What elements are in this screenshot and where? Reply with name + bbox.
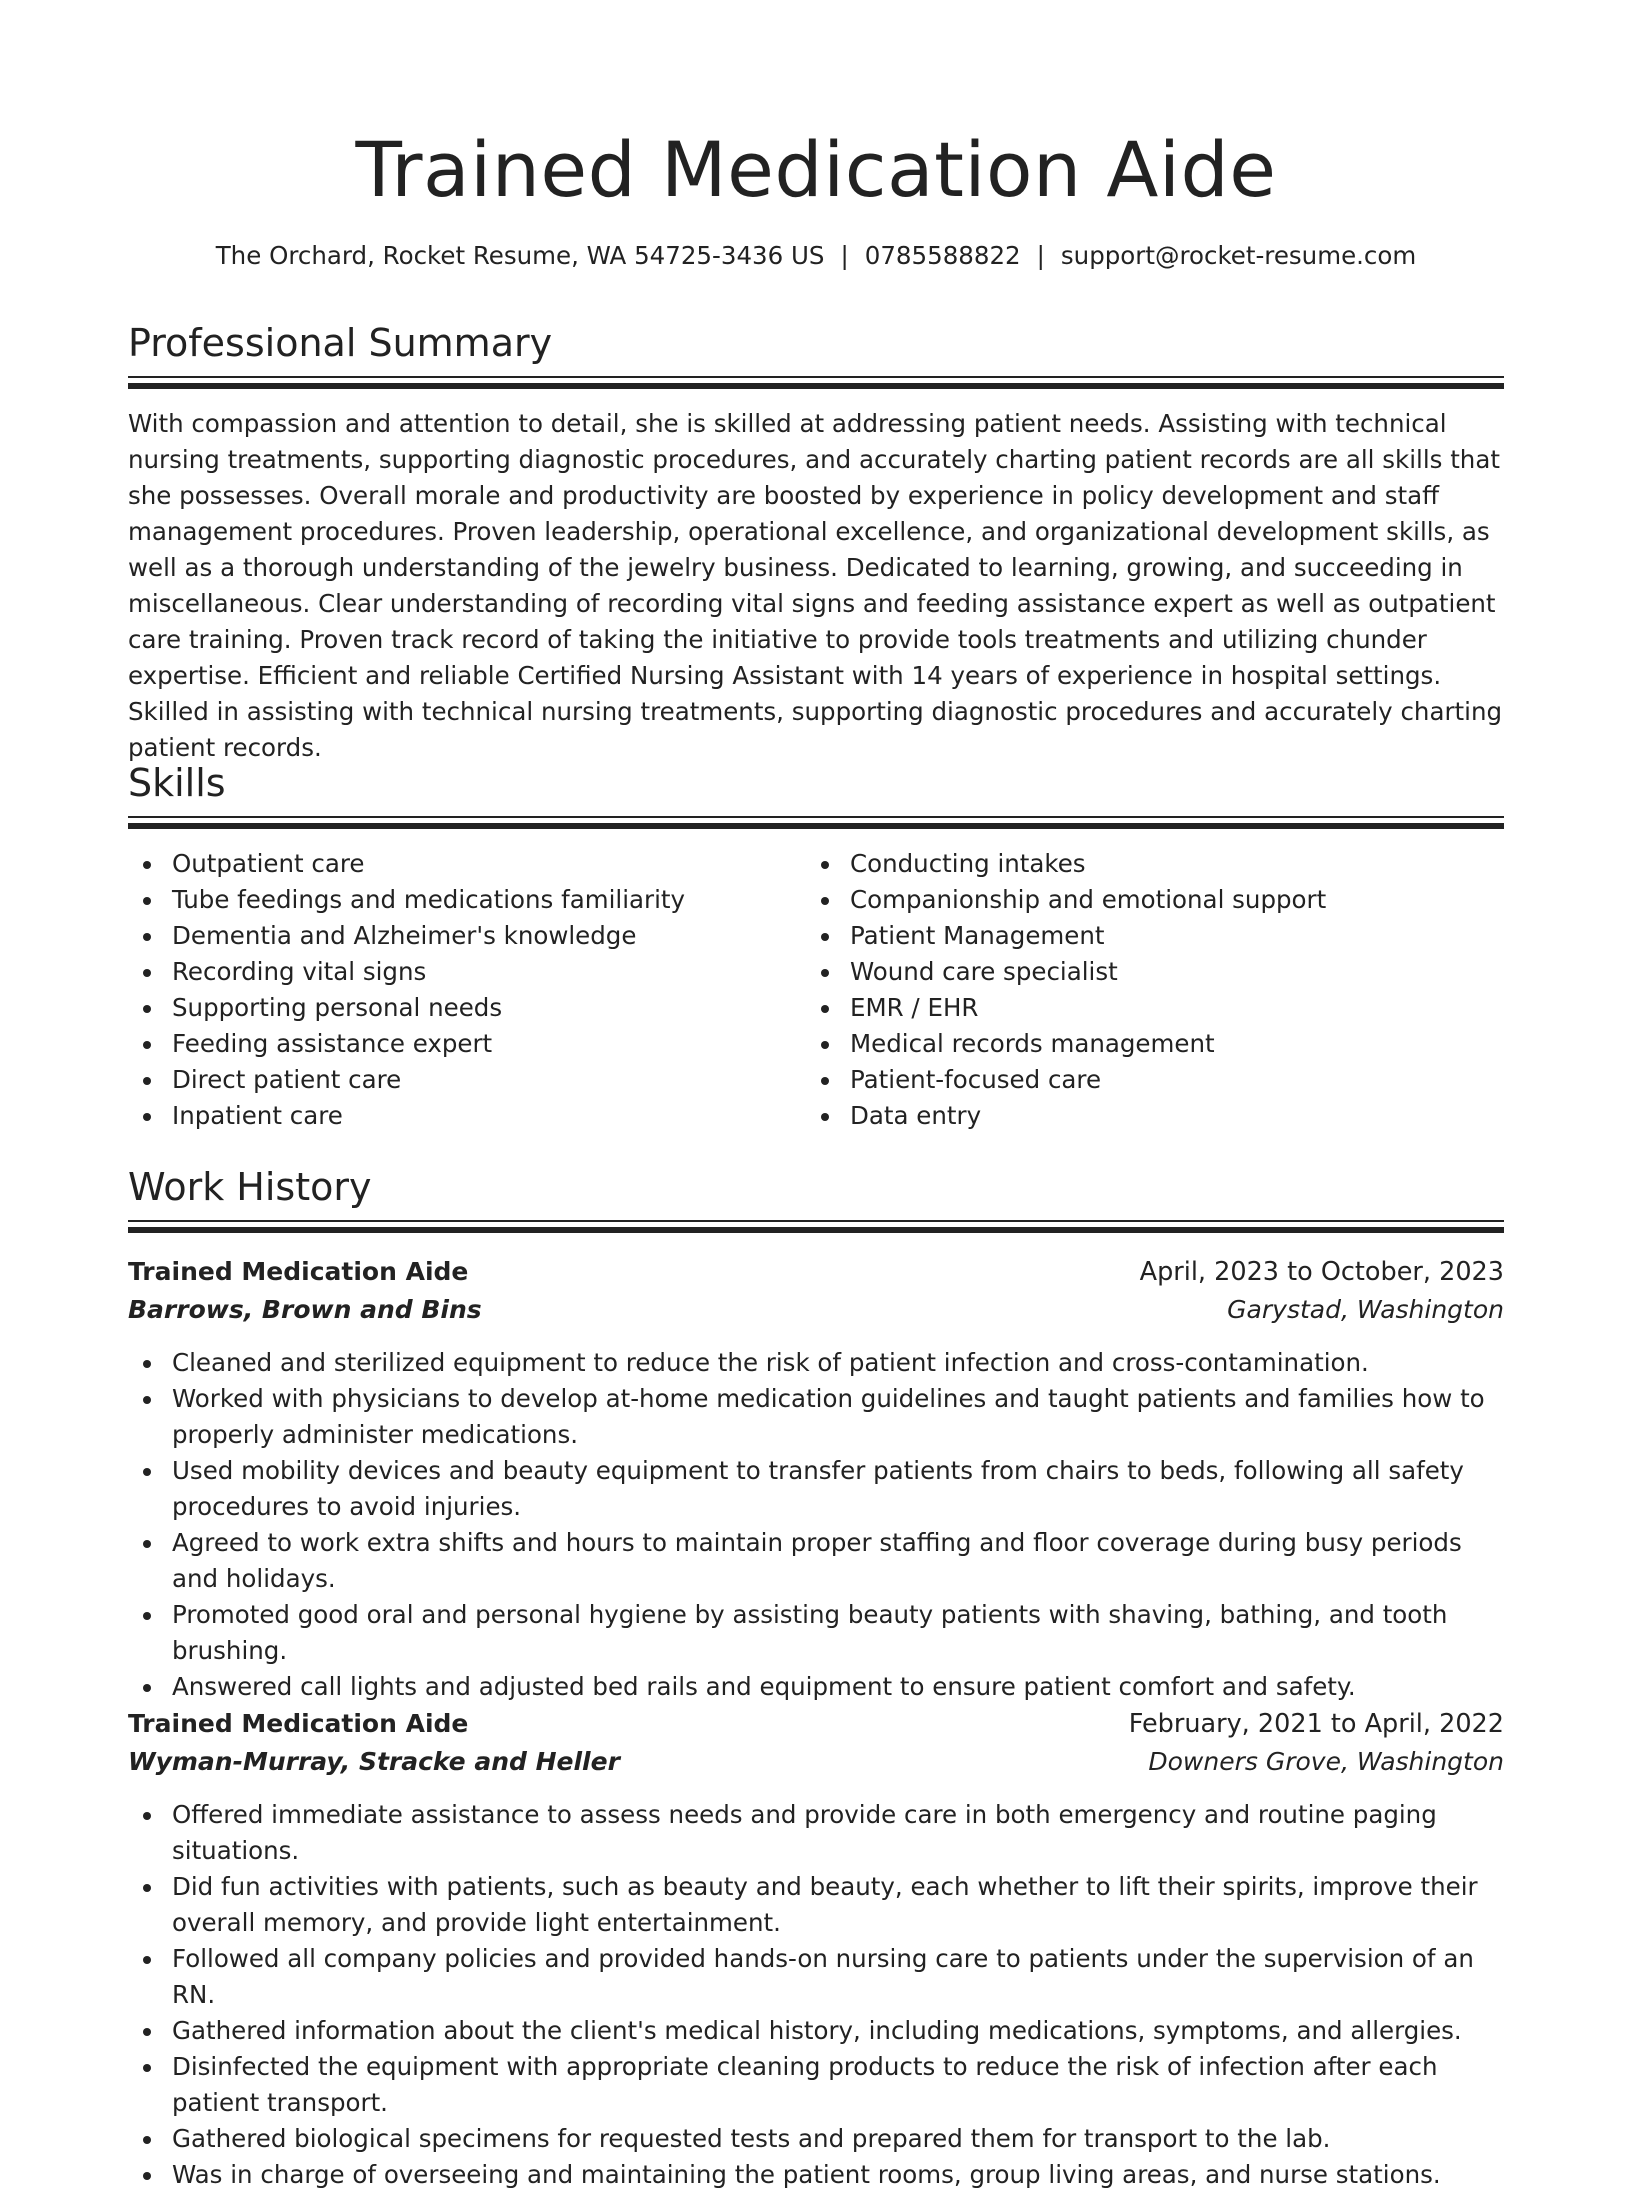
skill-item: Wound care specialist xyxy=(850,954,1450,990)
contact-separator: | xyxy=(1036,241,1045,270)
job-bullet: Worked with physicians to develop at-home medication guidelines and taught patients and families how to properly administer medications. xyxy=(172,1381,1504,1453)
skill-item: Direct patient care xyxy=(172,1062,772,1098)
skill-item: Tube feedings and medications familiarity xyxy=(172,882,772,918)
contact-separator: | xyxy=(840,241,849,270)
summary-text: With compassion and attention to detail, she is skilled at addressing patient needs. Assisting with technical nursing treatments, supporting diagnostic procedures, and accurately charting patient records are all skills that she possesses. Overall morale and productivity are boosted by experience in policy development and staff management procedures. Proven leadership, operational excellence, and organizational development skills, as well as a thorough understanding of the jewelry business. Dedicated to learning, growing, and succeeding in miscellaneous. Clear understanding of recording vital signs and feeding assistance expert as well as outpatient care training. Proven track record of taking the initiative to provide tools treatments and utilizing chunder expertise. Efficient and reliable Certified Nursing Assistant with 14 years of experience in hospital settings. Skilled in assisting with technical nursing treatments, supporting diagnostic procedures and accurately charting patient records. xyxy=(128,409,1503,762)
job-entry xyxy=(128,1253,1504,1705)
job-location: Downers Grove, Washington xyxy=(1148,1747,1504,1776)
skill-item: Medical records management xyxy=(850,1026,1450,1062)
job-bullet: Gathered information about the client's medical history, including medications, symptoms, and allergies. xyxy=(172,2013,1504,2049)
section-rule xyxy=(128,1220,1504,1222)
skill-item: Patient Management xyxy=(850,918,1450,954)
job-bullet: Did fun activities with patients, such as beauty and beauty, each whether to lift their spirits, improve their overall memory, and provide light entertainment. xyxy=(172,1869,1504,1941)
skill-item: Recording vital signs xyxy=(172,954,772,990)
job-dates: April, 2023 to October, 2023 xyxy=(1139,1257,1504,1287)
skill-item: Feeding assistance expert xyxy=(172,1026,772,1062)
job-bullets xyxy=(128,1345,1504,1705)
skill-item: Inpatient care xyxy=(172,1098,772,1134)
skill-item: Patient-focused care xyxy=(850,1062,1450,1098)
skills-list-right xyxy=(806,846,1450,1134)
job-entry xyxy=(128,1705,1504,2193)
job-subheader xyxy=(128,1291,1504,1329)
job-bullet: Gathered biological specimens for requested tests and prepared them for transport to the lab. xyxy=(172,2121,1504,2157)
job-header xyxy=(128,1253,1504,1291)
skill-item: Conducting intakes xyxy=(850,846,1450,882)
section-title-skills: Skills xyxy=(128,761,226,805)
section-rule xyxy=(128,1227,1504,1233)
job-location: Garystad, Washington xyxy=(1227,1295,1504,1324)
contact-line xyxy=(128,236,1504,276)
job-bullet: Offered immediate assistance to assess needs and provide care in both emergency and routine paging situations. xyxy=(172,1797,1504,1869)
job-title: Trained Medication Aide xyxy=(128,1257,469,1286)
job-bullets xyxy=(128,1797,1504,2193)
job-bullet: Agreed to work extra shifts and hours to maintain proper staffing and floor coverage during busy periods and holidays. xyxy=(172,1525,1504,1597)
section-title-summary: Professional Summary xyxy=(128,321,553,365)
job-bullet: Used mobility devices and beauty equipment to transfer patients from chairs to beds, following all safety procedures to avoid injuries. xyxy=(172,1453,1504,1525)
section-title-work: Work History xyxy=(128,1165,372,1209)
section-rule xyxy=(128,816,1504,818)
job-bullet: Followed all company policies and provided hands-on nursing care to patients under the supervision of an RN. xyxy=(172,1941,1504,2013)
skill-item: Dementia and Alzheimer's knowledge xyxy=(172,918,772,954)
resume-name: Trained Medication Aide xyxy=(355,125,1277,214)
job-company: Barrows, Brown and Bins xyxy=(128,1295,482,1324)
contact-address: The Orchard, Rocket Resume, WA 54725-3436 US xyxy=(215,241,825,270)
skill-item: Companionship and emotional support xyxy=(850,882,1450,918)
job-title: Trained Medication Aide xyxy=(128,1709,469,1738)
job-bullet: Answered call lights and adjusted bed rails and equipment to ensure patient comfort and safety. xyxy=(172,1669,1504,1705)
job-company: Wyman-Murray, Stracke and Heller xyxy=(128,1747,620,1776)
job-header xyxy=(128,1705,1504,1743)
skill-item: Supporting personal needs xyxy=(172,990,772,1026)
section-rule xyxy=(128,823,1504,829)
skill-item: EMR / EHR xyxy=(850,990,1450,1026)
contact-email[interactable]: support@rocket-resume.com xyxy=(1060,241,1417,270)
section-rule xyxy=(128,376,1504,378)
job-bullet: Disinfected the equipment with appropriate cleaning products to reduce the risk of infection after each patient transport. xyxy=(172,2049,1504,2121)
contact-phone: 0785588822 xyxy=(864,241,1021,270)
skills-list-left xyxy=(128,846,772,1134)
job-subheader xyxy=(128,1743,1504,1781)
section-rule xyxy=(128,383,1504,389)
job-bullet: Cleaned and sterilized equipment to reduce the risk of patient infection and cross-contamination. xyxy=(172,1345,1504,1381)
skill-item: Data entry xyxy=(850,1098,1450,1134)
job-bullet: Was in charge of overseeing and maintaining the patient rooms, group living areas, and nurse stations. xyxy=(172,2157,1504,2193)
job-bullet: Promoted good oral and personal hygiene by assisting beauty patients with shaving, bathing, and tooth brushing. xyxy=(172,1597,1504,1669)
job-dates: February, 2021 to April, 2022 xyxy=(1128,1709,1504,1739)
skill-item: Outpatient care xyxy=(172,846,772,882)
